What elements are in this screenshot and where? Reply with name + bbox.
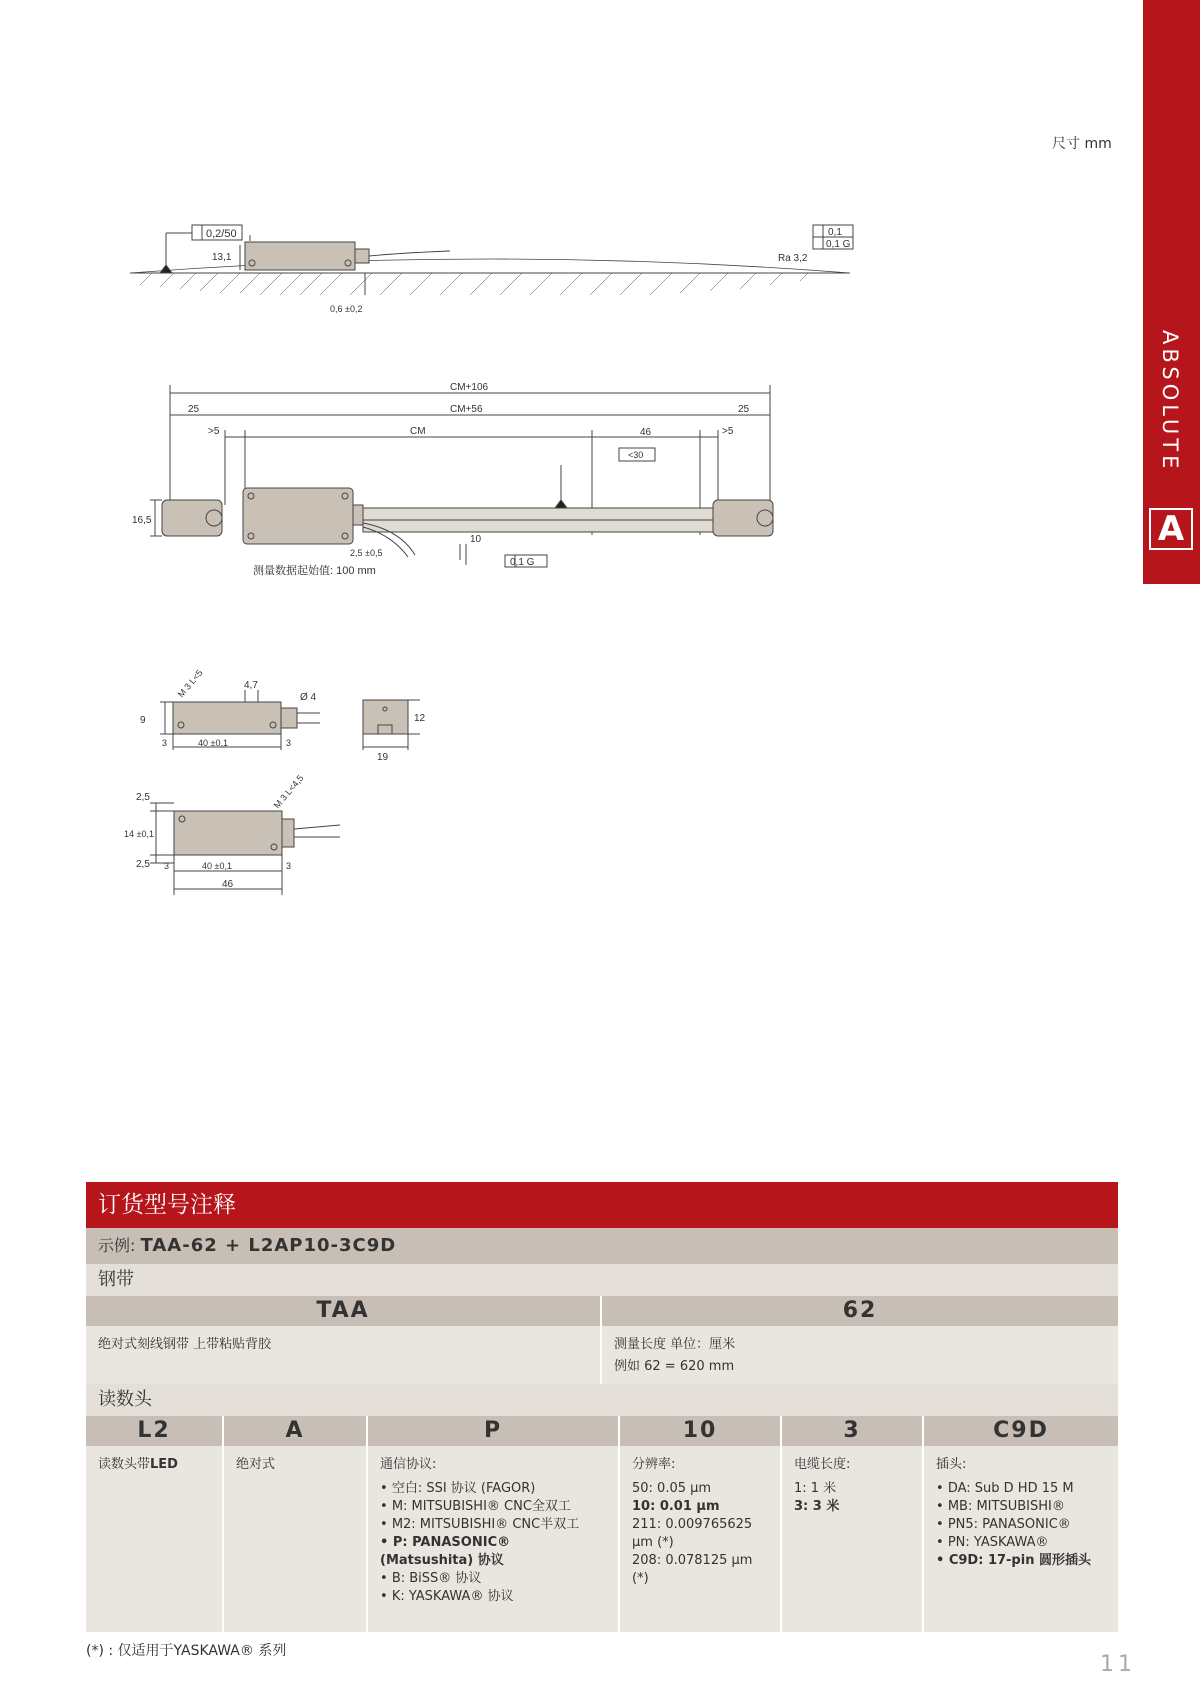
side-m3: M 3 L<5 [175, 667, 205, 700]
c3-item: • 空白: SSI 协议 (FAGOR) [380, 1480, 606, 1498]
c5-item: 3: 3 米 [794, 1499, 840, 1514]
c6-item: • DA: Sub D HD 15 M [936, 1480, 1106, 1498]
top-len: 40 ±0,1 [202, 861, 232, 871]
c1-bold: LED [150, 1457, 178, 1472]
head-col-6: C9D [924, 1416, 1118, 1446]
head-col-4: 10 [620, 1416, 782, 1446]
c3-item: • M: MITSUBISHI® CNC全双工 [380, 1498, 606, 1516]
side-h9: 9 [140, 715, 146, 726]
top-25b: 2,5 [136, 859, 150, 870]
c6-item: • C9D: 17-pin 圆形插头 [936, 1552, 1106, 1570]
c6-item: • MB: MITSUBISHI® [936, 1498, 1106, 1516]
head-section: 读数头 [86, 1384, 1118, 1416]
main-h165: 16,5 [132, 515, 152, 526]
side-label: ABSOLUTE [1158, 330, 1182, 473]
c4-item: 208: 0.078125 µm (*) [632, 1553, 753, 1586]
head-col-5: 3 [782, 1416, 924, 1446]
tape-d1: 绝对式刻线钢带 上带粘贴背胶 [86, 1326, 602, 1384]
footnote: (*) : 仅适用于YASKAWA® 系列 [86, 1643, 287, 1659]
c6-item: • PN5: PANASONIC® [936, 1516, 1106, 1534]
c3-item: • K: YASKAWA® 协议 [380, 1588, 606, 1606]
side-badge: A [1149, 508, 1193, 550]
main-cm56: CM+56 [450, 404, 483, 415]
head-body-6 [924, 1446, 1118, 1632]
head-body-4 [620, 1446, 782, 1632]
c4-item: 50: 0.05 µm [632, 1481, 712, 1496]
head-top-view [150, 803, 340, 895]
c4-item: 10: 0.01 µm [632, 1499, 720, 1514]
head-body-2: 绝对式 [224, 1446, 368, 1632]
head-body-1 [86, 1446, 224, 1632]
head-col-2: A [224, 1416, 368, 1446]
side-47: 4,7 [244, 680, 258, 691]
c6-title: 插头: [936, 1457, 967, 1472]
side-3b: 3 [286, 738, 292, 748]
order-example [86, 1228, 1118, 1264]
top-tol1: 0,2/50 [206, 228, 237, 240]
main-cm106: CM+106 [450, 382, 489, 393]
main-cm: CM [410, 426, 426, 437]
main-gt5a: >5 [208, 426, 220, 437]
example-code: TAA-62 + L2AP10-3C9D [140, 1235, 397, 1256]
tape-d2b: 例如 62 = 620 mm [614, 1359, 735, 1374]
c6-list [936, 1480, 1106, 1570]
page-number: 11 [1100, 1652, 1136, 1677]
c5-list [794, 1480, 910, 1516]
side-dia: Ø 4 [300, 692, 317, 703]
top-tol2: 0,1 [828, 227, 842, 238]
side-h12: 12 [414, 713, 426, 724]
top-gap: 0,6 ±0,2 [330, 304, 363, 314]
main-25a: 25 [188, 404, 200, 415]
c3-item: • P: PANASONIC® (Matsushita) 协议 [380, 1534, 606, 1570]
main-note: 测量数据起始值: 100 mm [253, 565, 376, 577]
top-14: 14 ±0,1 [124, 829, 154, 839]
tape-d2 [602, 1326, 1118, 1384]
technical-drawing [110, 205, 870, 905]
c4-title: 分辨率: [632, 1457, 676, 1472]
top-46: 46 [222, 879, 234, 890]
c5-title: 电缆长度: [794, 1457, 851, 1472]
side-3a: 3 [162, 738, 168, 748]
side-len: 40 ±0,1 [198, 738, 228, 748]
main-46: 46 [640, 427, 652, 438]
c4-item: 211: 0.009765625 µm (*) [632, 1517, 753, 1550]
top-tol3: 0,1 G [826, 239, 851, 250]
main-10: 10 [470, 534, 482, 545]
dimension-unit: 尺寸 mm [1052, 136, 1112, 152]
head-body-3 [368, 1446, 620, 1632]
order-title: 订货型号注释 [86, 1182, 1118, 1228]
head-col-1: L2 [86, 1416, 224, 1446]
top-3b: 3 [286, 861, 292, 871]
head-header-row [86, 1416, 1118, 1446]
top-m3: M 3 L<4,5 [271, 773, 306, 811]
tape-header-row [86, 1296, 1118, 1326]
c3-item: • B: BiSS® 协议 [380, 1570, 606, 1588]
top-h: 13,1 [212, 252, 232, 263]
c3-list [380, 1480, 606, 1606]
side-tab [1143, 0, 1200, 584]
tape-d2a: 测量长度 单位：厘米 [614, 1337, 736, 1352]
main-25c: 2,5 ±0,5 [350, 548, 383, 558]
main-tol: 0,1 G [510, 557, 535, 568]
top-3a: 3 [164, 861, 170, 871]
head-col-3: P [368, 1416, 620, 1446]
main-25b: 25 [738, 404, 750, 415]
main-gt5b: >5 [722, 426, 734, 437]
c3-title: 通信协议: [380, 1457, 437, 1472]
top-view [130, 225, 853, 295]
main-lt30: <30 [628, 450, 644, 460]
c5-item: 1: 1 米 [794, 1481, 837, 1496]
c6-item: • PN: YASKAWA® [936, 1534, 1106, 1552]
c1-text: 读数头带 [98, 1457, 151, 1472]
side-w19: 19 [377, 752, 389, 763]
head-body-row [86, 1446, 1118, 1632]
top-ra: Ra 3,2 [778, 253, 808, 264]
example-label: 示例: [98, 1236, 136, 1255]
tape-h2: 62 [602, 1296, 1118, 1326]
tape-h1: TAA [86, 1296, 602, 1326]
tape-body-row [86, 1326, 1118, 1384]
tape-section: 钢带 [86, 1264, 1118, 1296]
top-25a: 2,5 [136, 792, 150, 803]
head-body-5 [782, 1446, 924, 1632]
c3-item: • M2: MITSUBISHI® CNC半双工 [380, 1516, 606, 1534]
c4-list [632, 1480, 768, 1588]
